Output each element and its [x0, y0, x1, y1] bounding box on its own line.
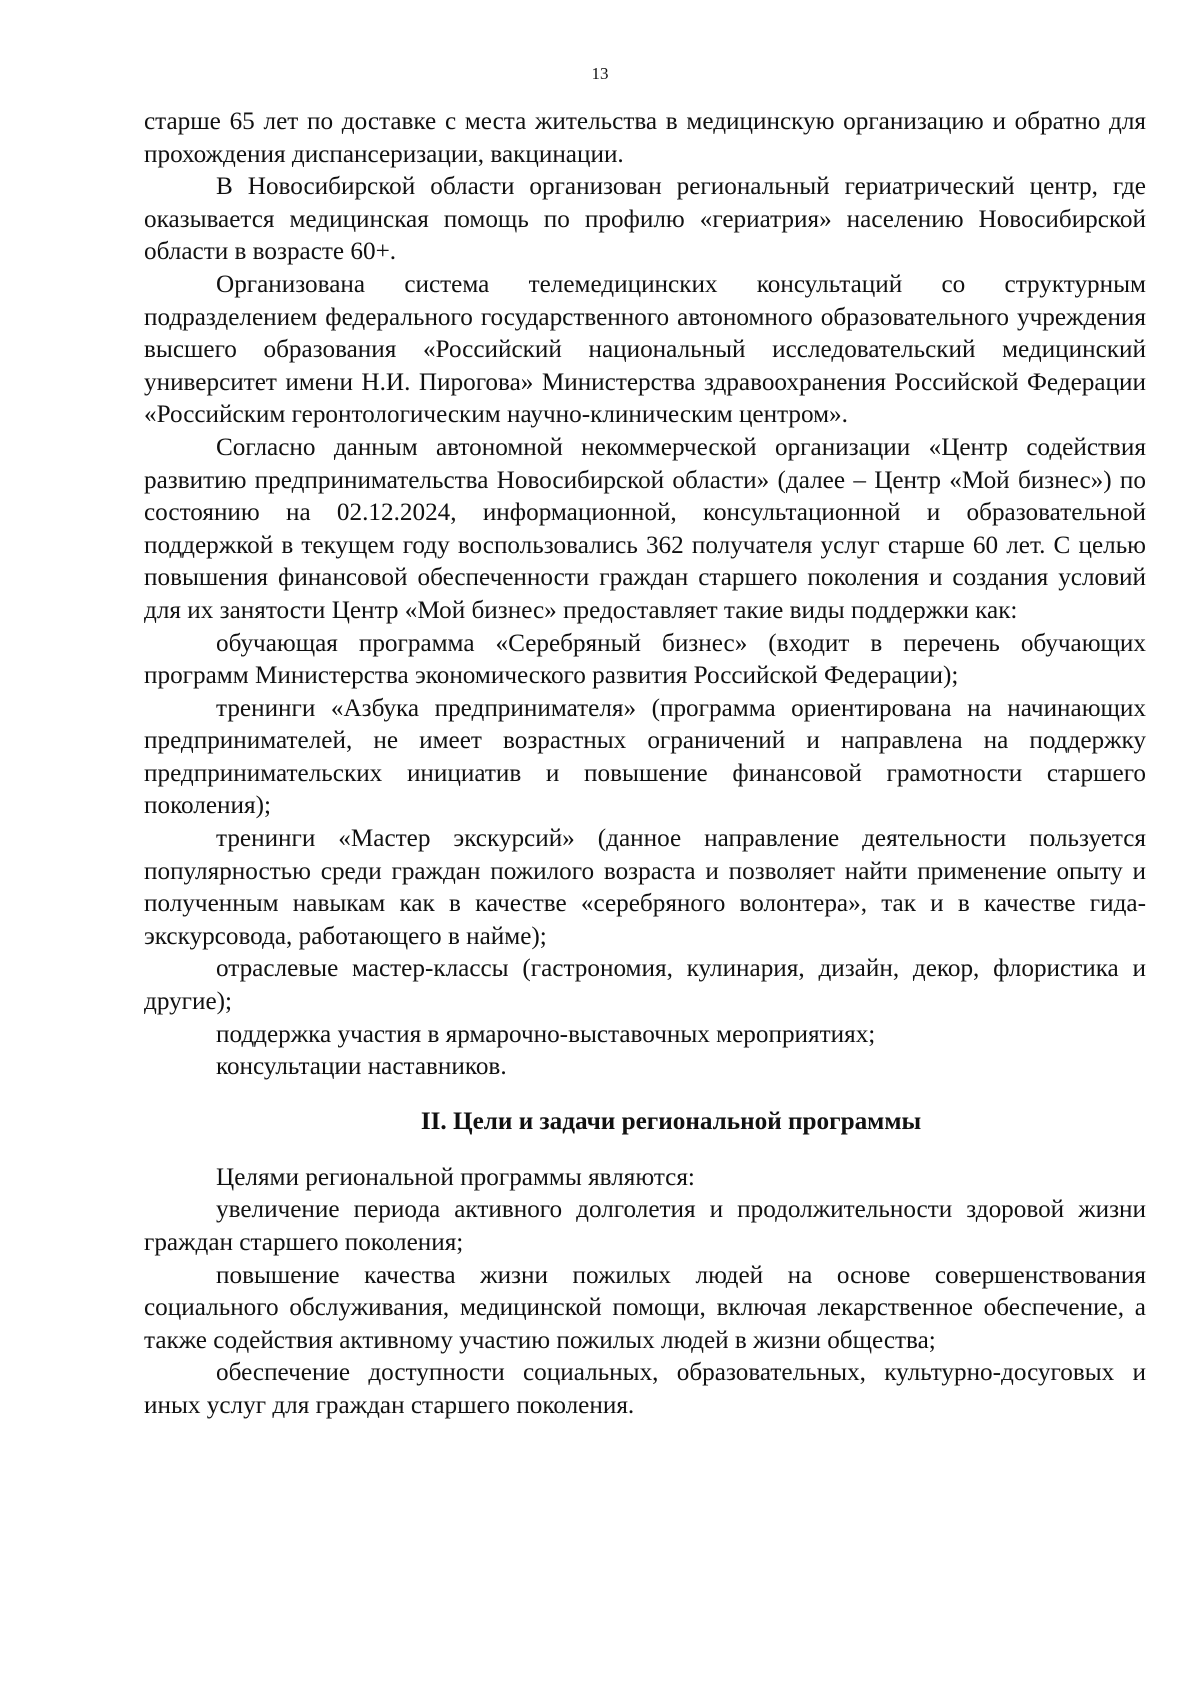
list-item-excursion-master: тренинги «Мастер экскурсий» (данное направление деятельности пользуется популярностью среди граждан пожилого возраста и позволяет найти применение опыту и полученным навыкам как в качестве «серебряного волонтера», так и в качестве гида-экскурсовода, работающего в найме);: [144, 825, 1146, 950]
goal-active-longevity: увеличение периода активного долголетия и продолжительности здоровой жизни граждан старшего поколения;: [144, 1196, 1146, 1256]
section-heading: II. Цели и задачи региональной программы: [420, 1107, 922, 1135]
list-item-mentor-consultations: консультации наставников.: [216, 1053, 507, 1081]
list-item-entrepreneur-abc: тренинги «Азбука предпринимателя» (программа ориентирована на начинающих предпринимателей, не имеет возрастных ограничений и направлена на поддержку предпринимательских инициатив и повышение финансовой грамотности старшего поколения);: [144, 694, 1146, 820]
goal-service-accessibility: обеспечение доступности социальных, образовательных, культурно-досуговых и иных услуг для граждан старшего поколения.: [144, 1359, 1146, 1419]
paragraph-goals-intro: Целями региональной программы являются:: [216, 1163, 695, 1191]
paragraph-transport-continuation: старше 65 лет по доставке с места жительства в медицинскую организацию и обратно для прохождения диспансеризации, вакцинации.: [144, 108, 1146, 168]
page-number: 13: [591, 64, 609, 83]
paragraph-telemedicine: Организована система телемедицинских консультаций со структурным подразделением федерального государственного автономного образовательного учреждения высшего образования «Российский национальный исследовательский медицинский университет имени Н.И. Пирогова» Министерства здравоохранения Российской Федерации «Российским геронтологическим научно-клиническим центром».: [144, 270, 1146, 429]
paragraph-geriatric-center: В Новосибирской области организован региональный гериатрический центр, где оказывается медицинская помощь по профилю «гериатрия» населению Новосибирской области в возрасте 60+.: [144, 173, 1146, 266]
document-body: [144, 106, 1146, 1423]
goal-quality-of-life: повышение качества жизни пожилых людей на основе совершенствования социального обслуживания, медицинской помощи, включая лекарственное обеспечение, а также содействия активному участию пожилых людей в жизни общества;: [144, 1261, 1146, 1354]
paragraph-my-business-center: Согласно данным автономной некоммерческой организации «Центр содействия развитию предпринимательства Новосибирской области» (далее – Центр «Мой бизнес») по состоянию на 02.12.2024, информационной, консультационной и образовательной поддержкой в текущем году воспользовались 362 получателя услуг старше 60 лет. С целью повышения финансовой обеспеченности граждан старшего поколения и создания условий для их занятости Центр «Мой бизнес» предоставляет такие виды поддержки как:: [144, 433, 1146, 624]
list-item-fair-support: поддержка участия в ярмарочно-выставочных мероприятиях;: [216, 1020, 876, 1048]
list-item-master-classes: отраслевые мастер-классы (гастрономия, кулинария, дизайн, декор, флористика и другие);: [144, 955, 1146, 1016]
list-item-silver-business: обучающая программа «Серебряный бизнес» (входит в перечень обучающих программ Министерства экономического развития Российской Федерации);: [144, 629, 1146, 690]
